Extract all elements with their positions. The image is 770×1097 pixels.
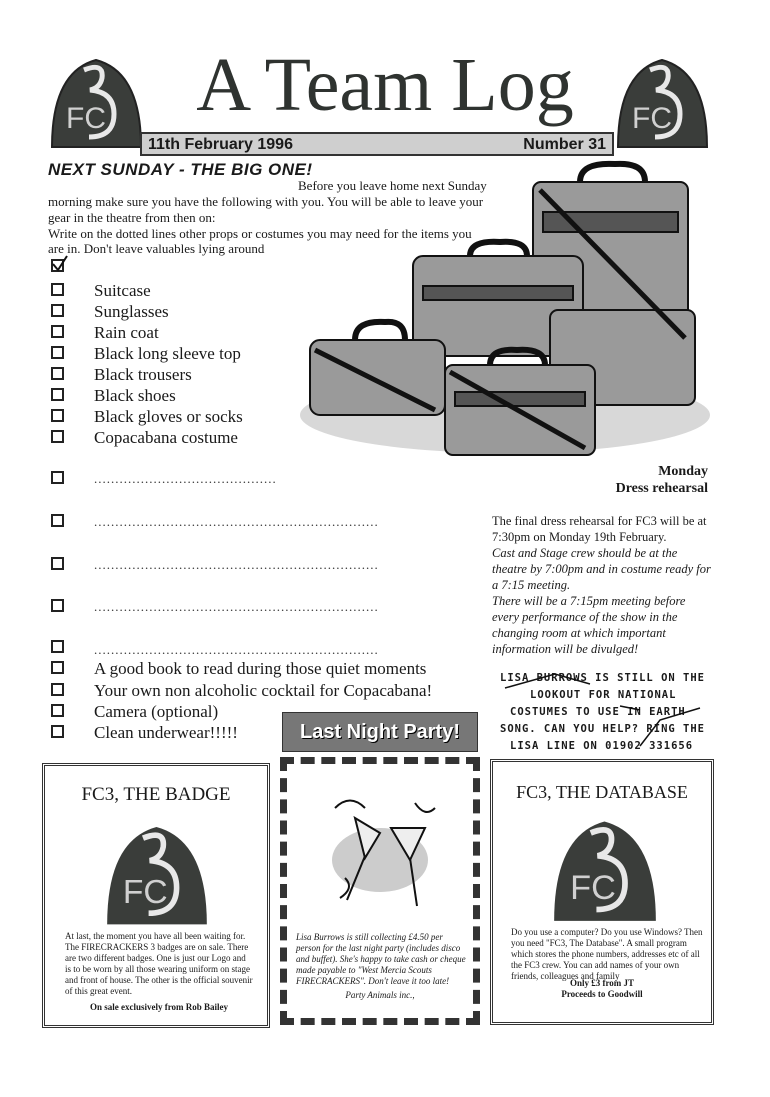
checkbox[interactable] — [51, 367, 64, 380]
database-box-title: FC3, THE DATABASE — [516, 782, 688, 802]
checkbox[interactable] — [51, 683, 64, 696]
svg-text:FC: FC — [632, 102, 672, 135]
checklist-item: Your own non alcoholic cocktail for Copacabana! — [94, 681, 433, 700]
checklist-item: Black trousers — [94, 365, 192, 384]
note-line: COSTUMES TO USE IN EARTH — [510, 706, 686, 718]
database-box-text: Do you use a computer? Do you use Windows? Then you need "FC3, The Database". A small program which stores the phone numbers, addresses etc of all the FC3 crew. You can add names of your own friends, colleagues and family — [511, 927, 703, 981]
monday-paragraph: The final dress rehearsal for FC3 will be at 7:30pm on Monday 19th February. — [492, 514, 707, 544]
checkbox[interactable] — [51, 725, 64, 738]
badge-box-text: At last, the moment you have all been waiting for. The FIRECRACKERS 3 badges are on sale. There are two different badges. One is just our Logo and is to be worn by all those wearing uniform on stage and front of house. The other is the official souvenir of this great event. — [65, 931, 253, 996]
checkbox[interactable] — [51, 640, 64, 653]
intro-line: Before you leave home next Sunday — [298, 178, 487, 193]
checkbox[interactable] — [51, 704, 64, 717]
database-footer-line: Proceeds to Goodwill — [561, 989, 643, 999]
checkbox[interactable] — [51, 471, 64, 484]
note-line: SONG. CAN YOU HELP? RING THE — [500, 723, 706, 735]
party-box-sign: Party Animals inc., — [345, 990, 415, 1000]
intro-line: Write on the dotted lines other props or costumes you may need for the items you — [48, 226, 472, 241]
party-box-text: Lisa Burrows is still collecting £4.50 per person for the last night party (includes disco and buffet). She's happy to take cash or cheque made payable to "West Mercia Scouts FIRECRACKERS". Don't leave it too late! — [296, 932, 466, 986]
badge-box — [42, 763, 270, 1028]
checklist-item: Suitcase — [94, 281, 151, 300]
checkbox[interactable] — [51, 599, 64, 612]
checklist-item: Copacabana costume — [94, 428, 238, 447]
checkbox[interactable] — [51, 283, 64, 296]
checkbox[interactable] — [51, 514, 64, 527]
intro-line: are in. Don't leave valuables lying around — [48, 241, 265, 256]
checkbox[interactable] — [51, 661, 64, 674]
database-box-footer — [493, 978, 711, 1000]
date-bar — [140, 132, 614, 156]
champagne-glasses-icon — [325, 788, 445, 923]
party-box — [280, 757, 480, 1025]
database-footer-line: Only £3 from JT — [569, 978, 635, 988]
issue-number: Number 31 — [523, 136, 606, 153]
checkbox[interactable] — [51, 430, 64, 443]
tick-icon — [51, 255, 69, 273]
badge-box-title: FC3, THE BADGE — [81, 784, 231, 805]
intro-line: gear in the theatre from then on: — [48, 210, 216, 225]
checklist-item: Black shoes — [94, 386, 176, 405]
checklist-item: Black gloves or socks — [94, 407, 243, 426]
svg-text:FC: FC — [66, 102, 106, 135]
checkbox[interactable] — [51, 346, 64, 359]
monday-heading-line: Monday — [658, 464, 708, 479]
newsletter-title: A Team Log — [196, 43, 574, 127]
dotted-line[interactable]: ................................................................... — [94, 599, 379, 614]
svg-text:FC: FC — [122, 874, 168, 912]
monday-paragraph: Cast and Stage crew should be at the theatre by 7:00pm and in costume ready for a 7:15 meeting. — [492, 546, 711, 592]
headline: NEXT SUNDAY - THE BIG ONE! — [48, 160, 313, 179]
strike-marks — [500, 670, 730, 760]
checklist-item: Camera (optional) — [94, 702, 219, 721]
handwritten-note — [500, 670, 730, 755]
monday-heading-line: Dress rehearsal — [615, 481, 708, 496]
monday-heading — [616, 463, 708, 497]
note-line: LISA BURROWS IS STILL ON THE — [500, 672, 706, 684]
intro-line: morning make sure you have the following with you. You will be able to leave your — [48, 194, 484, 209]
database-box — [490, 759, 714, 1025]
checklist-item: Sunglasses — [94, 302, 169, 321]
checkbox[interactable] — [51, 409, 64, 422]
checkbox[interactable] — [51, 325, 64, 338]
fc3-logo-right — [610, 52, 715, 152]
checkbox[interactable] — [51, 388, 64, 401]
monday-paragraph: There will be a 7:15pm meeting before every performance of the show in the changing room at which important information will be divulged! — [492, 594, 686, 656]
checklist-item: Clean underwear!!!!! — [94, 723, 238, 742]
checkbox[interactable] — [51, 557, 64, 570]
note-line: LOOKOUT FOR NATIONAL — [530, 689, 677, 701]
checklist-item: A good book to read during those quiet moments — [94, 659, 427, 678]
checkbox[interactable] — [51, 304, 64, 317]
dotted-line[interactable]: ................................................................... — [94, 557, 379, 572]
checkbox-ticked[interactable] — [51, 259, 64, 272]
checklist-item: Rain coat — [94, 323, 159, 342]
dotted-line[interactable]: ................................................................... — [94, 642, 379, 657]
note-line: LISA LINE ON 01902 331656 — [510, 740, 694, 752]
luggage-illustration — [295, 160, 715, 460]
fc3-logo — [97, 818, 217, 930]
issue-date: 11th February 1996 — [148, 136, 293, 153]
svg-text:FC: FC — [570, 869, 616, 908]
party-box-title: Last Night Party! — [282, 712, 478, 752]
dotted-line[interactable]: ........................................... — [94, 471, 277, 486]
badge-box-footer: On sale exclusively from Rob Bailey — [89, 1002, 229, 1012]
fc3-logo-left — [44, 52, 149, 152]
dotted-line[interactable]: ................................................................... — [94, 514, 379, 529]
fc3-logo — [545, 812, 665, 927]
checklist-item: Black long sleeve top — [94, 344, 241, 363]
